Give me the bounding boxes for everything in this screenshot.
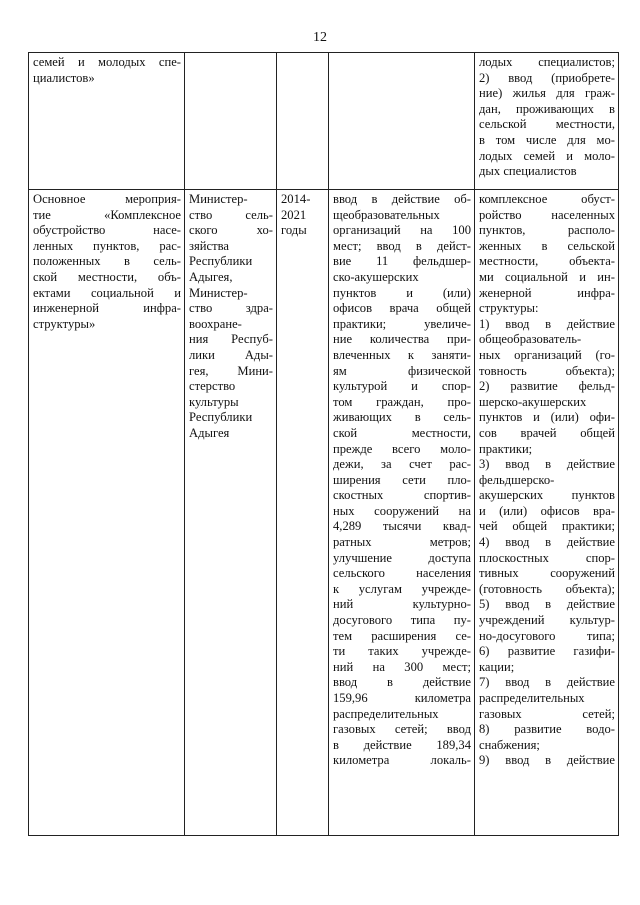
- text-line: ратных метров;: [333, 535, 471, 550]
- text-line: пунктов, располо-: [479, 223, 615, 238]
- text-line: 6) развитие газифи-: [479, 644, 615, 659]
- text-line: лодых специалистов;: [479, 55, 615, 69]
- text-line: годы: [281, 223, 307, 238]
- text-line: ройство населенных: [479, 207, 615, 222]
- text-line: в действие 189,34: [333, 737, 471, 752]
- text-line: шерско-акушерских: [479, 394, 587, 409]
- text-line: ширения сети пло-: [333, 472, 471, 487]
- text-line: сельского населения: [333, 566, 471, 581]
- text-line: 5) ввод в действие: [479, 597, 615, 612]
- text-line: инженерной инфра-: [33, 301, 181, 316]
- text-line: и (или) офисов вра-: [479, 503, 615, 518]
- text-line: воохране-: [189, 316, 242, 331]
- text-line: ленных пунктов, рас-: [33, 238, 181, 253]
- text-line: обустройство насе-: [33, 223, 181, 238]
- text-line: практики;: [479, 441, 533, 456]
- cell-executor: [185, 190, 277, 836]
- text-line: ние) жилья для граж-: [479, 86, 615, 101]
- text-line: ской местности,: [333, 425, 471, 440]
- text-line: ми социальной и ин-: [479, 269, 615, 284]
- cell-measure-name: [29, 190, 185, 836]
- text-line: в том числе для мо-: [479, 132, 615, 147]
- text-line: Республики: [189, 410, 253, 425]
- text-line: влеченных к заняти-: [333, 347, 471, 362]
- text-line: километра локаль-: [333, 753, 471, 768]
- text-line: 159,96 километра: [333, 691, 471, 705]
- text-line: дых специалистов: [479, 164, 577, 179]
- text-line: фельдшерско-: [479, 472, 555, 487]
- text-line: газовых сетей; ввод: [333, 722, 471, 737]
- text-line: 9) ввод в действие: [479, 753, 615, 768]
- text-line: ний на 300 мест;: [333, 659, 471, 674]
- text-line: том граждан, про-: [333, 394, 471, 409]
- text-line: ний культурно-: [333, 597, 471, 612]
- text-line: сельской местности,: [479, 117, 615, 132]
- text-line: ти таких учрежде-: [333, 644, 471, 659]
- program-table: [28, 52, 619, 836]
- text-line: семей и молодых спе-: [33, 55, 181, 69]
- text-line: 4,289 тысячи квад-: [333, 519, 471, 534]
- text-line: Республики: [189, 254, 253, 269]
- text-line: ство сель-: [189, 207, 273, 222]
- text-line: плоскостных спор-: [479, 550, 615, 565]
- text-line: досугового типа пу-: [333, 613, 471, 628]
- text-line: товность объекта);: [479, 363, 615, 378]
- text-line: дежи, за счет рас-: [333, 457, 471, 472]
- cell-period: [277, 190, 329, 836]
- table-row: [29, 190, 619, 836]
- text-line: 2021: [281, 207, 307, 222]
- text-line: ных сооружений на: [333, 503, 471, 518]
- text-line: культурой и спор-: [333, 379, 471, 394]
- cell-expected-result: [329, 190, 475, 836]
- text-line: структуры»: [33, 316, 96, 331]
- text-line: местности, объекта-: [479, 254, 615, 269]
- text-line: лики Ады-: [189, 347, 273, 362]
- text-line: офисов врача общей: [333, 301, 471, 316]
- text-line: организаций на 100: [333, 223, 471, 238]
- text-line: 8) развитие водо-: [479, 722, 615, 737]
- text-line: ектами социальной и: [33, 285, 181, 300]
- text-line: Адыгея,: [189, 269, 233, 284]
- text-line: но-досугового типа;: [479, 628, 615, 643]
- text-line: сов врачей общей: [479, 425, 615, 440]
- text-line: стерство: [189, 379, 236, 394]
- text-line: улучшение доступа: [333, 550, 471, 565]
- text-line: 7) ввод в действие: [479, 675, 615, 690]
- text-line: к услугам учрежде-: [333, 581, 471, 596]
- text-line: газовых сетей;: [479, 706, 615, 721]
- text-line: тем расширения се-: [333, 628, 471, 643]
- cell-measure-name: [29, 53, 185, 190]
- text-line: ние количества при-: [333, 332, 471, 347]
- table-row: [29, 53, 619, 190]
- text-line: распределительных: [333, 706, 439, 721]
- text-line: скостных спортив-: [333, 488, 471, 503]
- text-line: Министер-: [189, 192, 248, 206]
- text-line: тие «Комплексное: [33, 207, 181, 222]
- text-line: ных организаций (го-: [479, 347, 615, 362]
- text-line: ям физической: [333, 363, 471, 378]
- text-line: Адыгея: [189, 425, 230, 440]
- text-line: практики; увеличе-: [333, 316, 471, 331]
- text-line: живающих в сель-: [333, 410, 471, 425]
- cell-period: [277, 53, 329, 190]
- text-line: распределительных: [479, 691, 585, 705]
- text-line: женерной инфра-: [479, 285, 615, 300]
- text-line: ввод в действие об-: [333, 192, 471, 206]
- text-line: 2) развитие фельд-: [479, 379, 615, 394]
- text-line: кации;: [479, 659, 515, 674]
- text-line: 2014-: [281, 192, 311, 206]
- page-number: 12: [313, 30, 327, 45]
- text-line: вие 11 фельдшер-: [333, 254, 471, 269]
- text-line: культуры: [189, 394, 239, 409]
- text-line: женных в сельской: [479, 238, 615, 253]
- text-line: ния Респуб-: [189, 332, 273, 347]
- text-line: 3) ввод в действие: [479, 457, 615, 472]
- text-line: щеобразовательных: [333, 207, 440, 222]
- text-line: Министер-: [189, 285, 248, 300]
- text-line: 2) ввод (приобрете-: [479, 70, 615, 85]
- text-line: ввод в действие: [333, 675, 471, 690]
- text-line: циалистов»: [33, 70, 95, 85]
- text-line: снабжения;: [479, 737, 540, 752]
- text-line: 1) ввод в действие: [479, 316, 615, 331]
- text-line: структуры:: [479, 301, 539, 316]
- cell-directions: [475, 190, 619, 836]
- text-line: общеобразователь-: [479, 332, 582, 347]
- text-line: комплексное обуст-: [479, 192, 615, 206]
- cell-directions: [475, 53, 619, 190]
- text-line: чей общей практики;: [479, 519, 615, 534]
- text-line: ство здра-: [189, 301, 273, 316]
- text-line: ско-акушерских: [333, 269, 419, 284]
- text-line: ской местности, объ-: [33, 269, 181, 284]
- text-line: учреждений культур-: [479, 613, 615, 628]
- text-line: положенных в сель-: [33, 254, 181, 269]
- text-line: дан, проживающих в: [479, 101, 615, 116]
- text-line: акушерских пунктов: [479, 488, 615, 503]
- text-line: гея, Мини-: [189, 363, 273, 378]
- cell-expected-result: [329, 53, 475, 190]
- text-line: зяйства: [189, 238, 229, 253]
- text-line: прежде всего моло-: [333, 441, 471, 456]
- cell-executor: [185, 53, 277, 190]
- text-line: мест; ввод в дейст-: [333, 238, 471, 253]
- text-line: Основное мероприя-: [33, 192, 181, 206]
- text-line: пунктов и (или) офи-: [479, 410, 615, 425]
- text-line: 4) ввод в действие: [479, 535, 615, 550]
- text-line: (готовность объекта);: [479, 581, 615, 596]
- text-line: ского хо-: [189, 223, 273, 238]
- text-line: лодых семей и моло-: [479, 148, 615, 163]
- text-line: тивных сооружений: [479, 566, 615, 581]
- text-line: пунктов и (или): [333, 285, 471, 300]
